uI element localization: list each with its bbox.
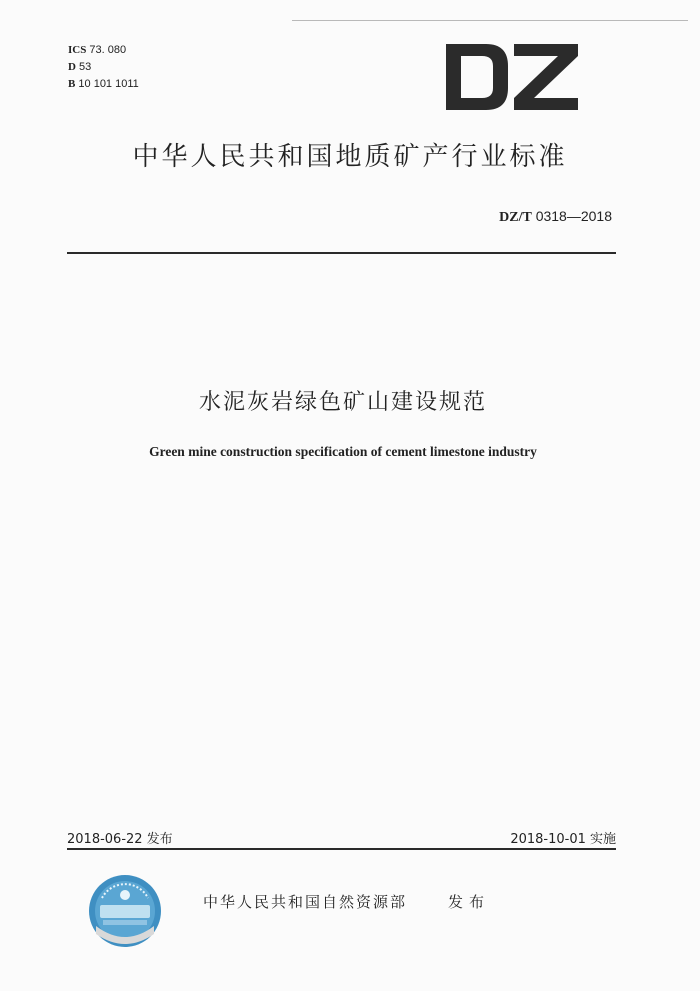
classification-codes: [68, 42, 139, 93]
document-title-english: Green mine construction specification of cement limestone industry: [149, 444, 537, 459]
anti-counterfeit-seal-icon: [88, 874, 162, 948]
b-code: B 10 101 1011: [68, 78, 139, 90]
publisher-name: 中华人民共和国自然资源部: [203, 893, 408, 911]
issue-date: 2018-06-22 发布: [67, 832, 173, 847]
top-rule: [292, 20, 688, 21]
document-title: 水泥灰岩绿色矿山建设规范: [198, 390, 487, 415]
d-code: D 53: [68, 61, 92, 73]
implementation-date: 2018-10-01 实施: [510, 832, 616, 847]
footer-divider: [67, 848, 616, 850]
header-divider: [67, 252, 616, 254]
standard-category-title: 中华人民共和国地质矿产行业标准: [132, 142, 568, 172]
publish-label: 发布: [448, 893, 491, 911]
dz-logo: [446, 44, 578, 110]
ics-code: ICS 73. 080: [68, 44, 127, 56]
standard-number: DZ/T 0318—2018: [499, 208, 612, 225]
